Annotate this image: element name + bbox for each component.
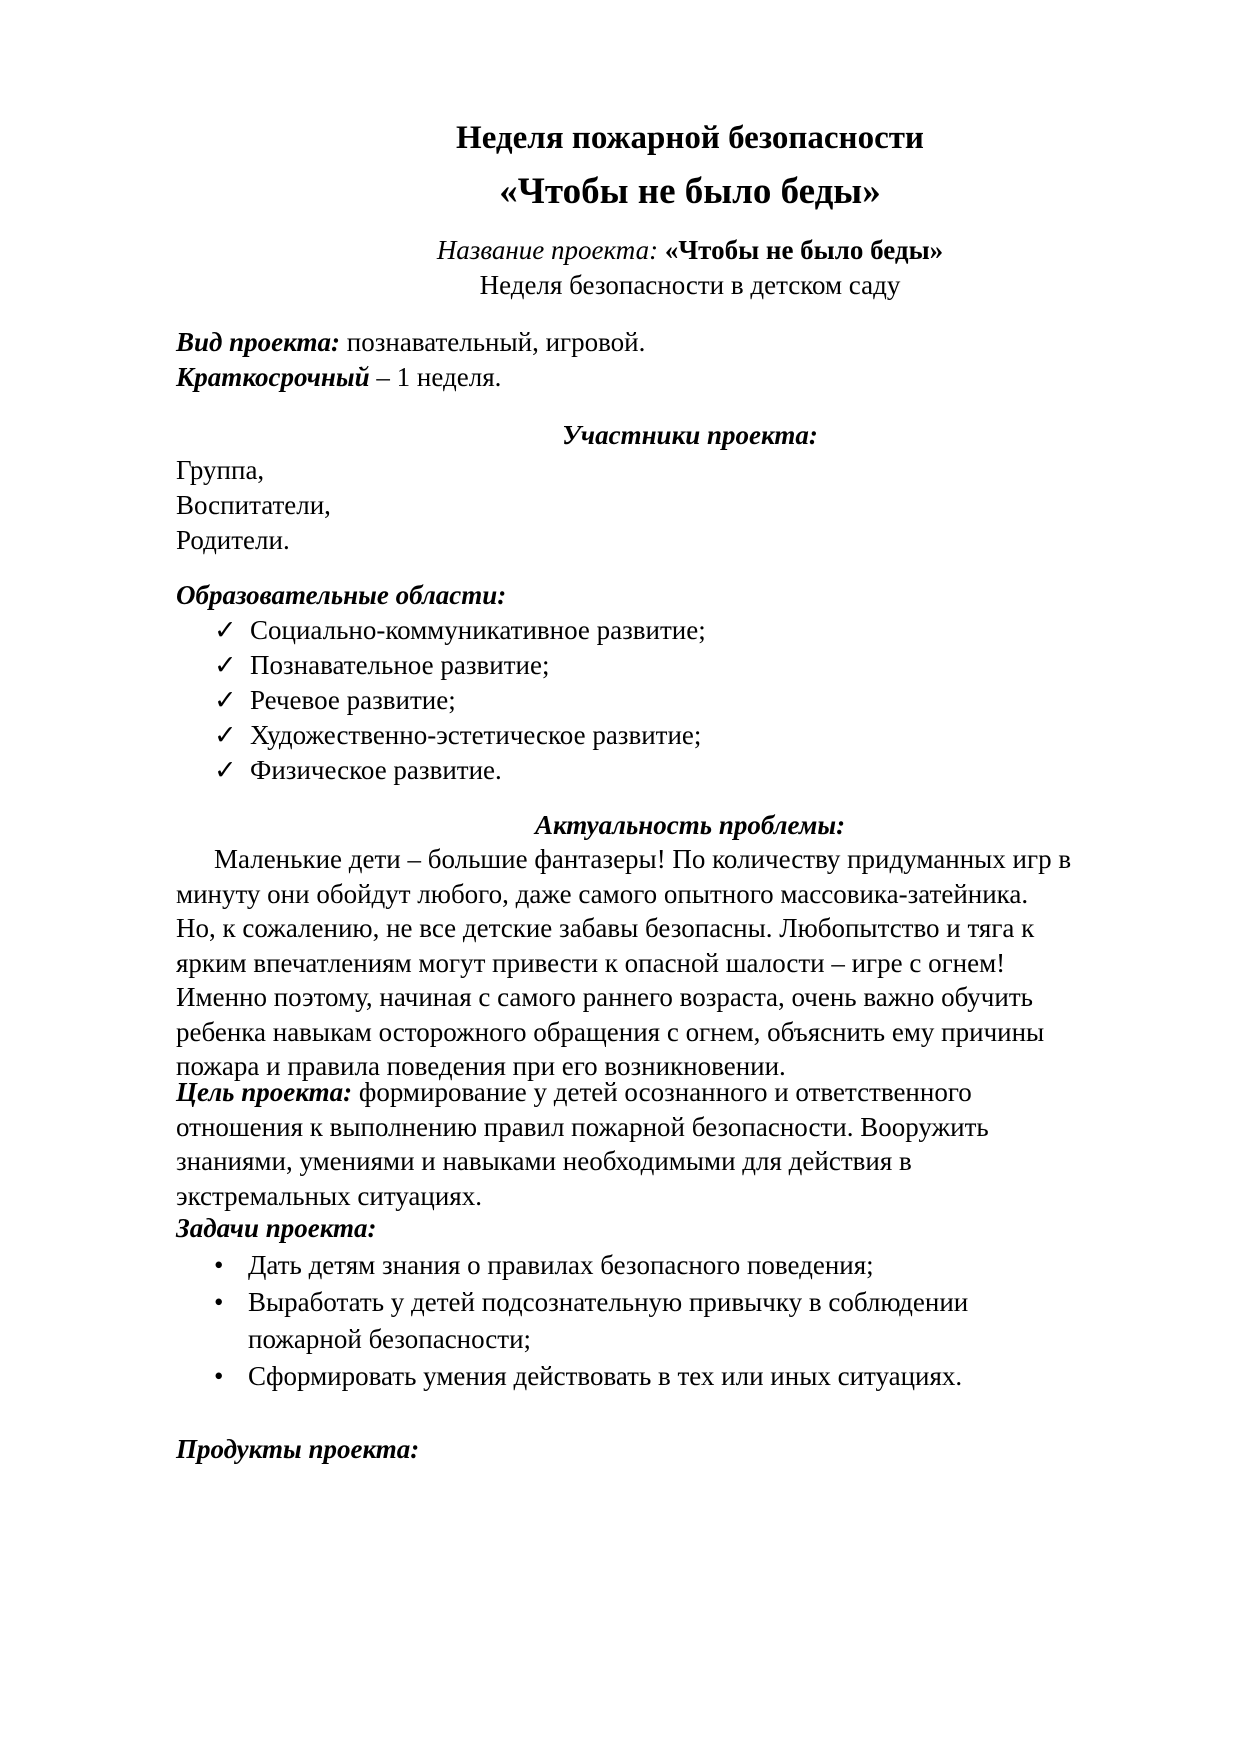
checkmark-icon: ✓ [214, 650, 237, 680]
project-type-line [176, 327, 645, 358]
document-subtitle-quote: «Чтобы не было беды» [499, 171, 881, 212]
area-item: ✓ Физическое развитие. [214, 755, 502, 785]
bullet-icon: • [214, 1361, 224, 1391]
task-item: • Дать детям знания о правилах безопасного поведения; [214, 1250, 874, 1280]
relevance-heading: Актуальность проблемы: [534, 810, 846, 840]
project-description: Неделя безопасности в детском саду [479, 270, 901, 300]
bullet-icon: • [214, 1250, 224, 1280]
areas-heading: Образовательные области: [176, 580, 507, 610]
project-name-label: Название проекта: [436, 235, 659, 265]
participant-item: Группа, [176, 455, 265, 485]
project-type-value: познавательный, игровой. [346, 327, 646, 357]
relevance-paragraph: Маленькие дети – большие фантазеры! По количеству придуманных игр в минуту они обойдут любого, даже самого опытного массовика-затейника. Но, к сожалению, не все детские забавы безопасны. Любопытство и тяга к ярким впечатлениям могут привести к опасной шалости – игре с огнем! Именно поэтому, начиная с самого раннего возраста, очень важно обучить ребенка навыкам осторожного обращения с огнем, объяснить ему причины пожара и правила поведения при его возникновении. [176, 844, 1072, 1081]
goal-label: Цель проекта: [176, 1077, 353, 1107]
checkmark-icon: ✓ [214, 755, 237, 785]
document-title: Неделя пожарной безопасности [456, 120, 924, 156]
area-item: ✓ Речевое развитие; [214, 685, 456, 715]
checkmark-icon: ✓ [214, 720, 237, 750]
tasks-heading: Задачи проекта: [176, 1213, 377, 1243]
products-heading: Продукты проекта: [176, 1434, 420, 1464]
area-item: ✓ Познавательное развитие; [214, 650, 550, 680]
duration-label: Краткосрочный [176, 362, 370, 392]
bullet-icon: • [214, 1287, 224, 1317]
checkmark-icon: ✓ [214, 615, 237, 645]
project-name-value: «Чтобы не было беды» [664, 235, 944, 265]
project-type-label: Вид проекта: [176, 327, 340, 357]
task-item: • Сформировать умения действовать в тех или иных ситуациях. [214, 1361, 963, 1391]
task-item-continuation: пожарной безопасности; [248, 1324, 532, 1354]
participant-item: Родители. [176, 525, 290, 555]
task-item: • Выработать у детей подсознательную привычку в соблюдении [214, 1287, 969, 1317]
project-name-line [0, 235, 1240, 266]
duration-value: – 1 неделя. [376, 362, 502, 392]
goal-paragraph: Цель проекта: формирование у детей осознанного и ответственного отношения к выполнению правил пожарной безопасности. Вооружить знаниями, умениями и навыками необходимыми для действия в экстремальных ситуациях. [176, 1077, 989, 1211]
participant-item: Воспитатели, [176, 490, 331, 520]
area-item: ✓ Художественно-эстетическое развитие; [214, 720, 702, 750]
checkmark-icon: ✓ [214, 685, 237, 715]
area-item: ✓ Социально-коммуникативное развитие; [214, 615, 706, 645]
participants-heading: Участники проекта: [562, 420, 818, 450]
duration-line [176, 362, 501, 393]
